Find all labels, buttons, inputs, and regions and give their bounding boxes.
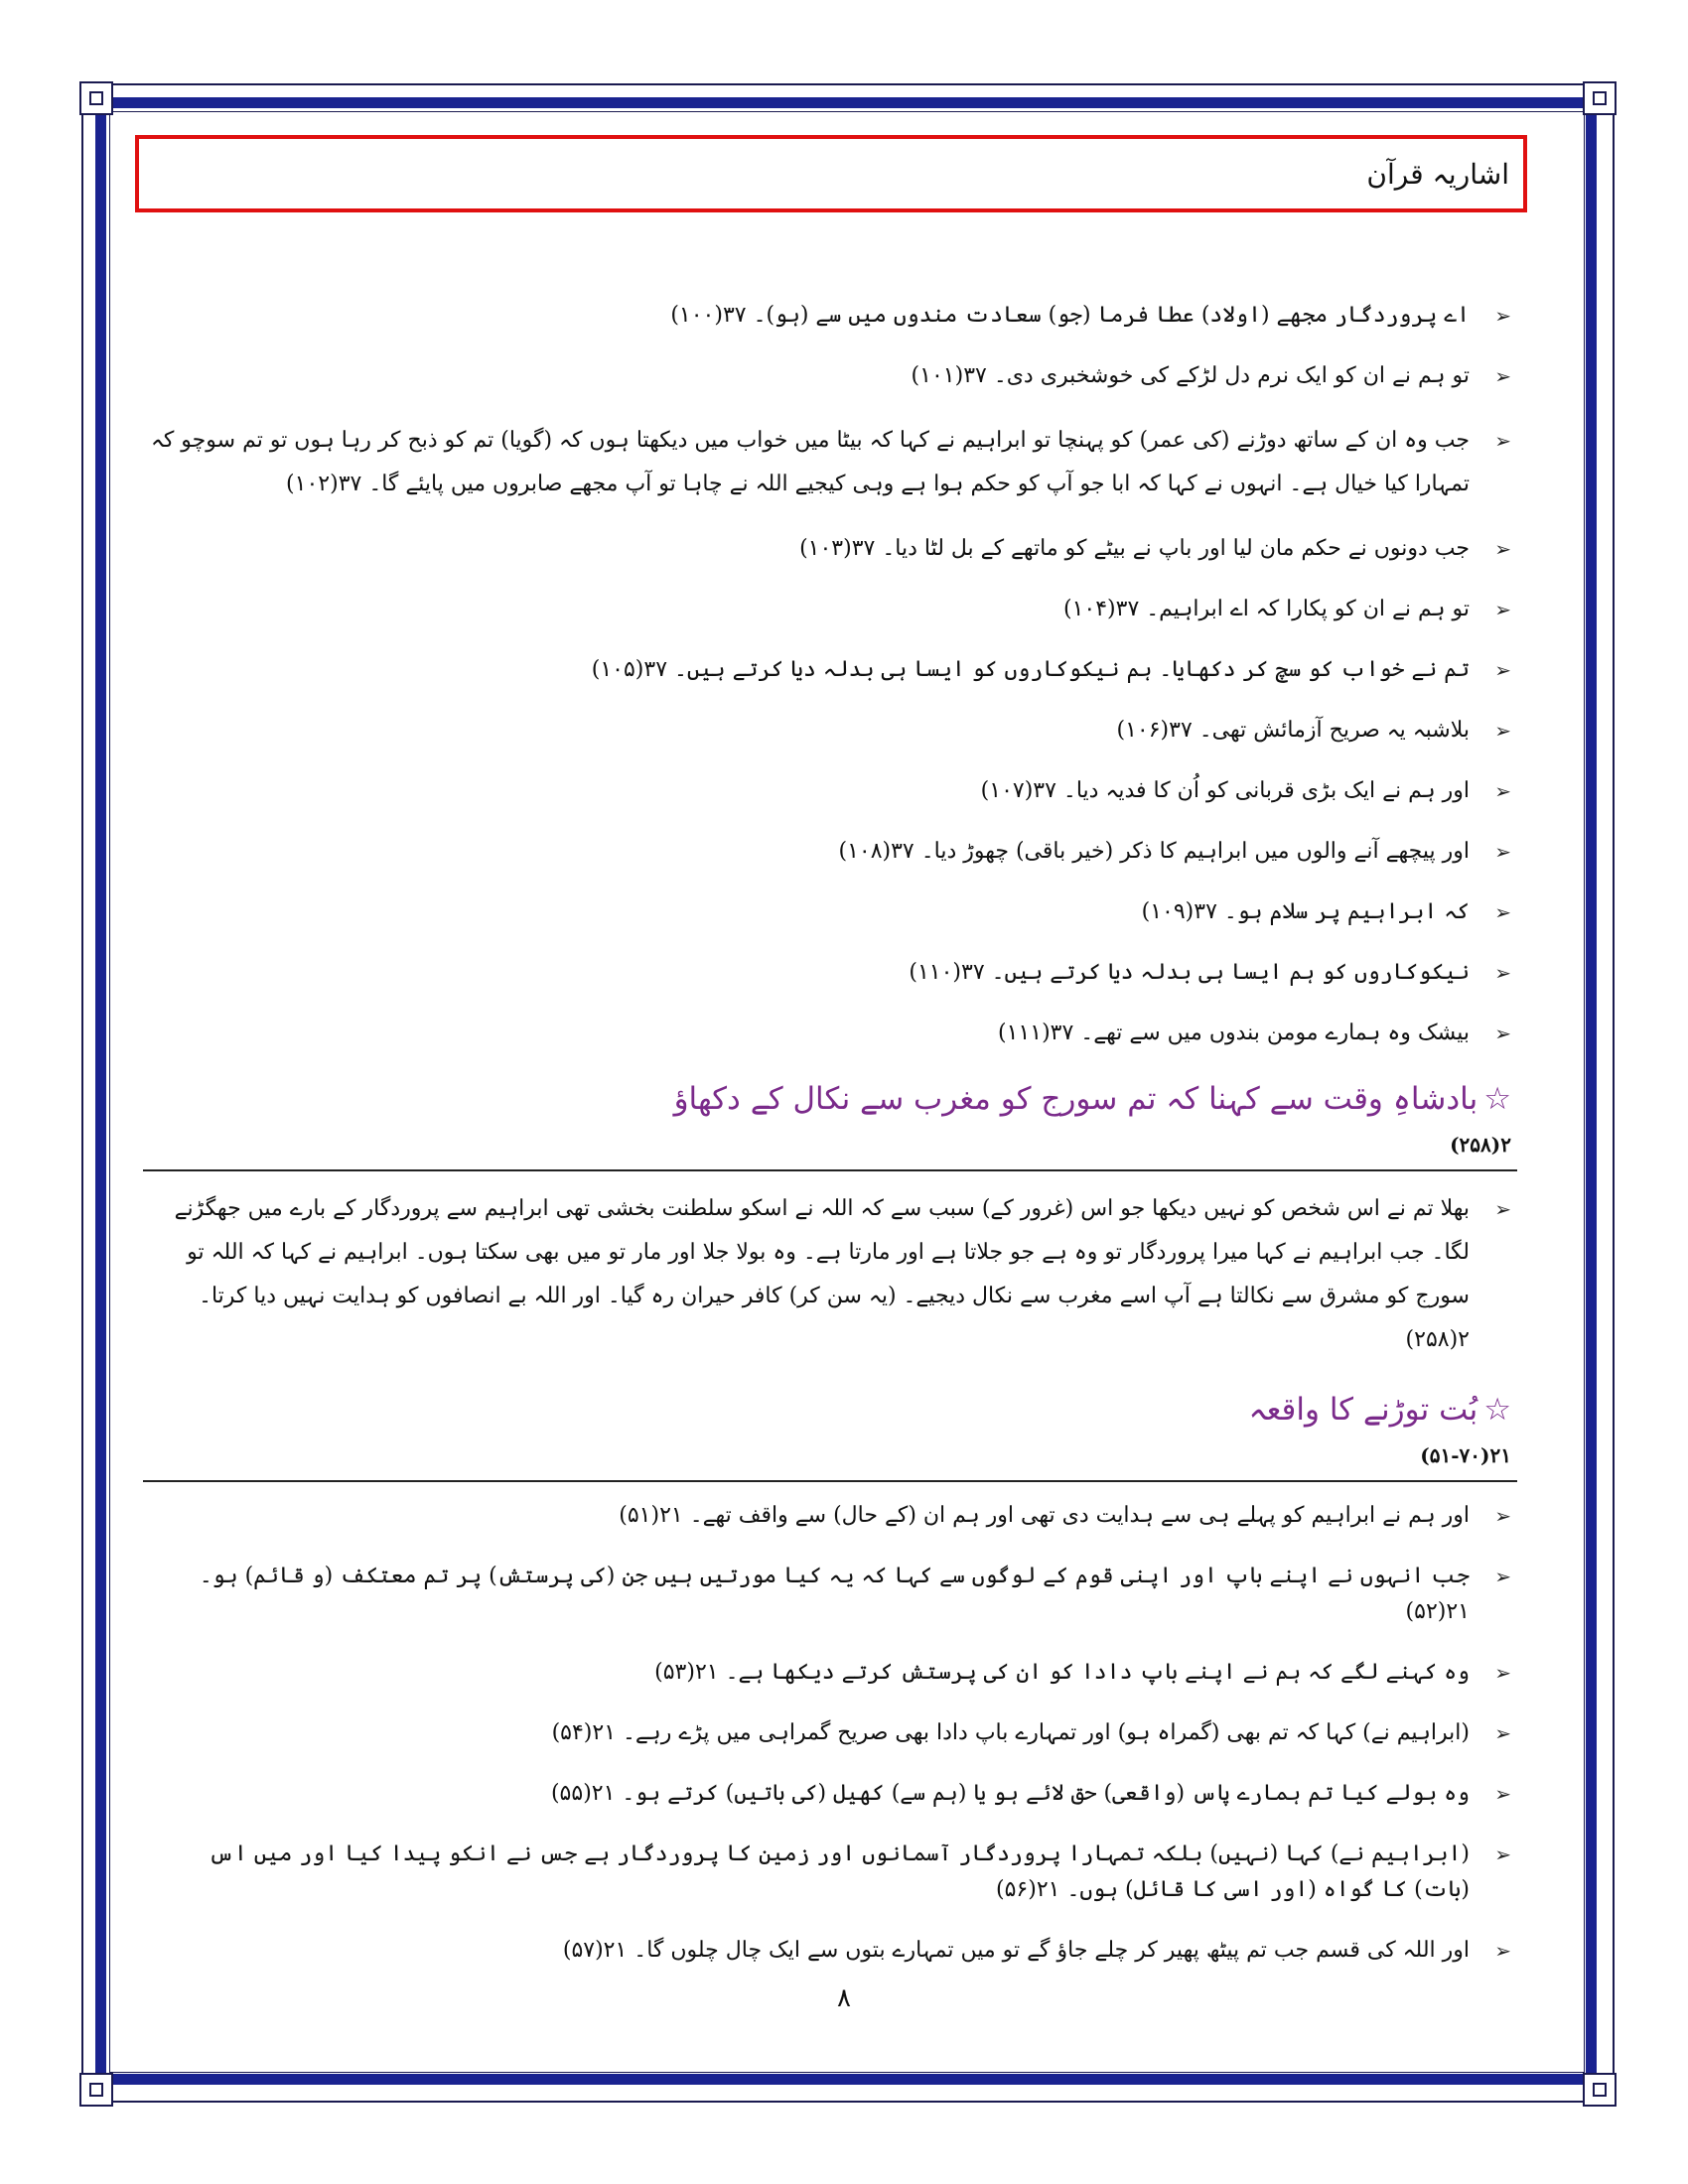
list-item: ➢ نیکوکاروں کو ہم ایسا ہی بدلہ دیا کرتے ہیں۔ ۳۷(۱۱۰) <box>149 955 1511 991</box>
arrow-bullet-icon: ➢ <box>1494 1197 1511 1221</box>
arrow-bullet-icon: ➢ <box>1494 1661 1511 1685</box>
arrow-bullet-icon: ➢ <box>1494 537 1511 561</box>
list-item: ➢ تو ہم نے ان کو پکارا کہ اے ابراہیم۔ ۳۷(۱۰۴) <box>149 592 1511 627</box>
arrow-bullet-icon: ➢ <box>1494 900 1511 924</box>
arrow-bullet-icon: ➢ <box>1494 840 1511 864</box>
arrow-bullet-icon: ➢ <box>1494 598 1511 621</box>
arrow-bullet-icon: ➢ <box>1494 1939 1511 1963</box>
star-icon: ☆ <box>1483 1392 1511 1428</box>
list-item: ➢ جب دونوں نے حکم مان لیا اور باپ نے بیٹے کو ماتھے کے بل لٹا دیا۔ ۳۷(۱۰۳) <box>149 531 1511 567</box>
arrow-bullet-icon: ➢ <box>1494 779 1511 803</box>
list-item: ➢ کہ ابراہیم پر سلام ہو۔ ۳۷(۱۰۹) <box>149 894 1511 930</box>
list-item: ➢ جب انہوں نے اپنے باپ اور اپنی قوم کے لوگوں سے کہا کہ یہ کیا مورتیں ہیں جن (کی پرستش) پر تم معتکف (و قائم) ہو۔ ۲۱(۵۲) <box>149 1559 1511 1630</box>
list-item: ➢ (ابراہیم نے) کہا کہ تم بھی (گمراہ ہو) اور تمہارے باپ دادا بھی صریح گمراہی میں پڑے رہے۔ ۲۱(۵۴) <box>149 1715 1511 1751</box>
section-heading: ☆بادشاہِ وقت سے کہنا کہ تم سورج کو مغرب سے نکال کے دکھاؤ <box>673 1081 1511 1117</box>
page-title: اشاریہ قرآن <box>1366 157 1509 191</box>
list-item: ➢ وہ کہنے لگے کہ ہم نے اپنے باپ دادا کو ان کی پرستش کرتے دیکھا ہے۔ ۲۱(۵۳) <box>149 1655 1511 1691</box>
list-item: ➢ (ابراہیم نے) کہا (نہیں) بلکہ تمہارا پروردگار آسمانوں اور زمین کا پروردگار ہے جس نے انکو پیدا کیا اور میں اس (بات) کا گواہ (اور اسی کا قائل) ہوں۔ ۲۱(۵۶) <box>149 1837 1511 1908</box>
list-item: ➢ اور اللہ کی قسم جب تم پیٹھ پھیر کر چلے جاؤ گے تو میں تمہارے بتوں سے ایک چال چلوں گا۔ ۲۱(۵۷) <box>149 1933 1511 1969</box>
list-item: ➢ اور ہم نے ابراہیم کو پہلے ہی سے ہدایت دی تھی اور ہم ان (کے حال) سے واقف تھے۔ ۲۱(۵۱) <box>149 1498 1511 1534</box>
star-icon: ☆ <box>1483 1081 1511 1117</box>
header-box <box>135 135 1527 212</box>
section-heading: ☆بُت توڑنے کا واقعہ <box>1248 1392 1511 1428</box>
arrow-bullet-icon: ➢ <box>1494 1504 1511 1528</box>
arrow-bullet-icon: ➢ <box>1494 429 1511 453</box>
list-item: ➢ تو ہم نے ان کو ایک نرم دل لڑکے کی خوشخبری دی۔ ۳۷(۱۰۱) <box>149 358 1511 394</box>
section-divider <box>143 1480 1517 1482</box>
list-item: ➢ اور پیچھے آنے والوں میں ابراہیم کا ذکر (خیر باقی) چھوڑ دیا۔ ۳۷(۱۰۸) <box>149 834 1511 870</box>
arrow-bullet-icon: ➢ <box>1494 1565 1511 1588</box>
section-reference: ۲۱(۵۱-۷۰) <box>1420 1443 1511 1467</box>
arrow-bullet-icon: ➢ <box>1494 1782 1511 1806</box>
arrow-bullet-icon: ➢ <box>1494 961 1511 985</box>
arrow-bullet-icon: ➢ <box>1494 1022 1511 1045</box>
arrow-bullet-icon: ➢ <box>1494 658 1511 682</box>
list-item: ➢ جب وہ ان کے ساتھ دوڑنے (کی عمر) کو پہنچا تو ابراہیم نے کہا کہ بیٹا میں خواب میں دیکھتا ہوں کہ (گویا) تم کو ذبح کر رہا ہوں تو تم سوچو کہ تمہارا کیا خیال ہے۔ انہوں نے کہا کہ ابا جو آپ کو حکم ہوا ہے وہی کیجیے اللہ نے چاہا تو آپ مجھے صابروں میں پایئے گا۔ ۳۷(۱۰۲) <box>149 419 1511 506</box>
list-item: ➢ وہ بولے کیا تم ہمارے پاس (واقعی) حق لائے ہو یا (ہم سے) کھیل (کی باتیں) کرتے ہو۔ ۲۱(۵۵) <box>149 1776 1511 1812</box>
arrow-bullet-icon: ➢ <box>1494 1843 1511 1866</box>
frame-corner-bottom-right <box>1583 2073 1617 2107</box>
list-item: ➢ بیشک وہ ہمارے مومن بندوں میں سے تھے۔ ۳۷(۱۱۱) <box>149 1016 1511 1051</box>
verse-group-1 <box>149 298 1511 1051</box>
frame-corner-top-right <box>1583 81 1617 115</box>
list-item: ➢ بھلا تم نے اس شخص کو نہیں دیکھا جو اس (غرور کے) سبب سے کہ اللہ نے اسکو سلطنت بخشی تھی ابراہیم سے پروردگار کے بارے میں جھگڑنے لگا۔ جب ابراہیم نے کہا میرا پروردگار تو وہ ہے جو جلاتا ہے اور مارتا ہے۔ وہ بولا جلا اور مار تو میں بھی سکتا ہوں۔ ابراہیم نے کہا کہ اللہ تو سورج کو مشرق سے نکالتا ہے آپ اسے مغرب سے نکال دیجیے۔ (یہ سن کر) کافر حیران رہ گیا۔ اور اللہ بے انصافوں کو ہدایت نہیں دیا کرتا۔ ۲(۲۵۸) <box>149 1187 1511 1362</box>
page-number: ۸ <box>837 1983 851 2013</box>
section-divider <box>143 1169 1517 1171</box>
frame-corner-bottom-left <box>79 2073 113 2107</box>
list-item: ➢ بلاشبہ یہ صریح آزمائش تھی۔ ۳۷(۱۰۶) <box>149 713 1511 749</box>
section-reference: ۲(۲۵۸) <box>1450 1133 1511 1157</box>
page-content <box>149 298 1511 1993</box>
list-item: ➢ تم نے خواب کو سچ کر دکھایا۔ ہم نیکوکاروں کو ایسا ہی بدلہ دیا کرتے ہیں۔ ۳۷(۱۰۵) <box>149 652 1511 688</box>
arrow-bullet-icon: ➢ <box>1494 719 1511 743</box>
arrow-bullet-icon: ➢ <box>1494 1721 1511 1745</box>
frame-corner-top-left <box>79 81 113 115</box>
list-item: ➢ اور ہم نے ایک بڑی قربانی کو اُن کا فدیہ دیا۔ ۳۷(۱۰۷) <box>149 773 1511 809</box>
arrow-bullet-icon: ➢ <box>1494 304 1511 328</box>
list-item: ➢ اے پروردگار مجھے (اولاد) عطا فرما (جو) سعادت مندوں میں سے (ہو)۔ ۳۷(۱۰۰) <box>149 298 1511 334</box>
arrow-bullet-icon: ➢ <box>1494 364 1511 388</box>
